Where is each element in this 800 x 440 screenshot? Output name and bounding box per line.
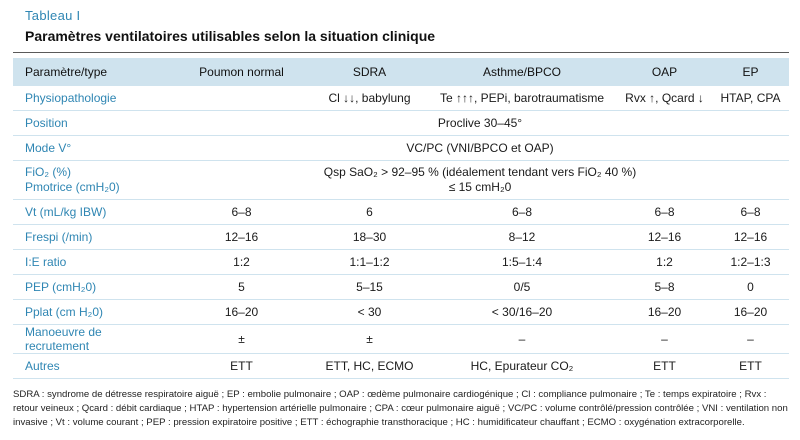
table-cell: 5 bbox=[171, 275, 312, 300]
table-cell: 16–20 bbox=[617, 300, 712, 325]
table-cell: < 30 bbox=[312, 300, 427, 325]
table-cell: 5–15 bbox=[312, 275, 427, 300]
header-row bbox=[13, 58, 789, 86]
table-cell: 6–8 bbox=[712, 200, 789, 225]
table-cell: 1:2 bbox=[617, 250, 712, 275]
ventilation-table bbox=[13, 58, 789, 379]
table-row bbox=[13, 354, 789, 379]
header-cell: SDRA bbox=[352, 65, 387, 79]
table-cell: 1:2–1:3 bbox=[712, 250, 789, 275]
table-cell: HTAP, CPA bbox=[712, 86, 789, 111]
table-row bbox=[13, 86, 789, 111]
table-cell: 1:5–1:4 bbox=[427, 250, 617, 275]
row-label: Mode V° bbox=[13, 136, 171, 161]
row-label: Physiopathologie bbox=[13, 86, 171, 111]
row-label: Autres bbox=[13, 354, 171, 379]
pmotrice-value: ≤ 15 cmH₂0 bbox=[448, 180, 512, 194]
table-cell: – bbox=[712, 325, 789, 354]
table-cell: Proclive 30–45° bbox=[171, 111, 789, 136]
table-cell: 5–8 bbox=[617, 275, 712, 300]
row-label-fio2: FiO₂ (%) bbox=[25, 165, 71, 179]
table-cell: < 30/16–20 bbox=[427, 300, 617, 325]
table-footnote: SDRA : syndrome de détresse respiratoire aiguë ; EP : embolie pulmonaire ; OAP : œdème pulmonaire cardiogénique ; Cl : compliance pulmonaire ; Te : temps expiratoire ; Rvx : retour veineux ; Qcard : débit cardiaque ; HTAP : hypertension artérielle pulmonaire ; CPA : cœur pulmonaire aiguë ; VC/PC : volume contrôlé/pression contrôlée ; VNI : ventilation non invasive ; Vt : volume courant ; PEP : pression expiratoire positive ; ETT : échographie transthoracique ; HC : humidificateur chauffant ; ECMO : oxygénation extracorporelle. bbox=[13, 389, 788, 428]
header-cell: Asthme/BPCO bbox=[482, 65, 562, 79]
table-caption: Tableau I bbox=[25, 8, 81, 23]
row-label: PEP (cmH₂0) bbox=[13, 275, 171, 300]
table-row bbox=[13, 225, 789, 250]
table-cell: HC, Epurateur CO₂ bbox=[427, 354, 617, 379]
table-cell: 18–30 bbox=[312, 225, 427, 250]
table-cell: 6 bbox=[312, 200, 427, 225]
table-cell: 6–8 bbox=[427, 200, 617, 225]
table-cell: 0/5 bbox=[427, 275, 617, 300]
table-cell: Cl ↓↓, babylung bbox=[312, 86, 427, 111]
table-row bbox=[13, 275, 789, 300]
table-cell: 1:1–1:2 bbox=[312, 250, 427, 275]
table-row bbox=[13, 200, 789, 225]
header-cell: Poumon normal bbox=[199, 65, 284, 79]
table-cell: 12–16 bbox=[617, 225, 712, 250]
row-label: Frespi (/min) bbox=[13, 225, 171, 250]
header-cell: EP bbox=[742, 65, 759, 79]
header-cell: Paramètre/type bbox=[25, 65, 108, 79]
top-rule bbox=[13, 52, 789, 53]
table-cell: 16–20 bbox=[712, 300, 789, 325]
row-label: Position bbox=[13, 111, 171, 136]
table-cell: 1:2 bbox=[171, 250, 312, 275]
table-cell: 0 bbox=[712, 275, 789, 300]
table-cell: 12–16 bbox=[171, 225, 312, 250]
table-row bbox=[13, 111, 789, 136]
row-label bbox=[13, 161, 171, 200]
table-cell bbox=[171, 161, 789, 200]
table-cell: 6–8 bbox=[171, 200, 312, 225]
table-cell: ETT bbox=[171, 354, 312, 379]
table-cell: ETT, HC, ECMO bbox=[312, 354, 427, 379]
table-cell: 12–16 bbox=[712, 225, 789, 250]
table-cell: 6–8 bbox=[617, 200, 712, 225]
header-cell: OAP bbox=[651, 65, 678, 79]
table-cell: 8–12 bbox=[427, 225, 617, 250]
row-label: Pplat (cm H₂0) bbox=[13, 300, 171, 325]
table-cell: – bbox=[427, 325, 617, 354]
table-row bbox=[13, 325, 789, 354]
row-label: Vt (mL/kg IBW) bbox=[13, 200, 171, 225]
row-label-pmotrice: Pmotrice (cmH₂0) bbox=[25, 180, 120, 194]
table-cell: ETT bbox=[617, 354, 712, 379]
table-cell: Te ↑↑↑, PEPi, barotraumatisme bbox=[427, 86, 617, 111]
table-row bbox=[13, 161, 789, 200]
row-label: I:E ratio bbox=[13, 250, 171, 275]
table-row bbox=[13, 136, 789, 161]
table-cell: ± bbox=[312, 325, 427, 354]
row-label: Manoeuvre de recrutement bbox=[13, 325, 171, 354]
table-cell: ETT bbox=[712, 354, 789, 379]
table-row bbox=[13, 250, 789, 275]
table-cell bbox=[171, 86, 312, 111]
table-cell: Rvx ↑, Qcard ↓ bbox=[617, 86, 712, 111]
table-cell: – bbox=[617, 325, 712, 354]
fio2-value: Qsp SaO₂ > 92–95 % (idéalement tendant vers FiO₂ 40 %) bbox=[323, 165, 637, 179]
table-row bbox=[13, 300, 789, 325]
table-cell: ± bbox=[171, 325, 312, 354]
table-cell: VC/PC (VNI/BPCO et OAP) bbox=[171, 136, 789, 161]
table-cell: 16–20 bbox=[171, 300, 312, 325]
table-title: Paramètres ventilatoires utilisables selon la situation clinique bbox=[25, 28, 436, 44]
